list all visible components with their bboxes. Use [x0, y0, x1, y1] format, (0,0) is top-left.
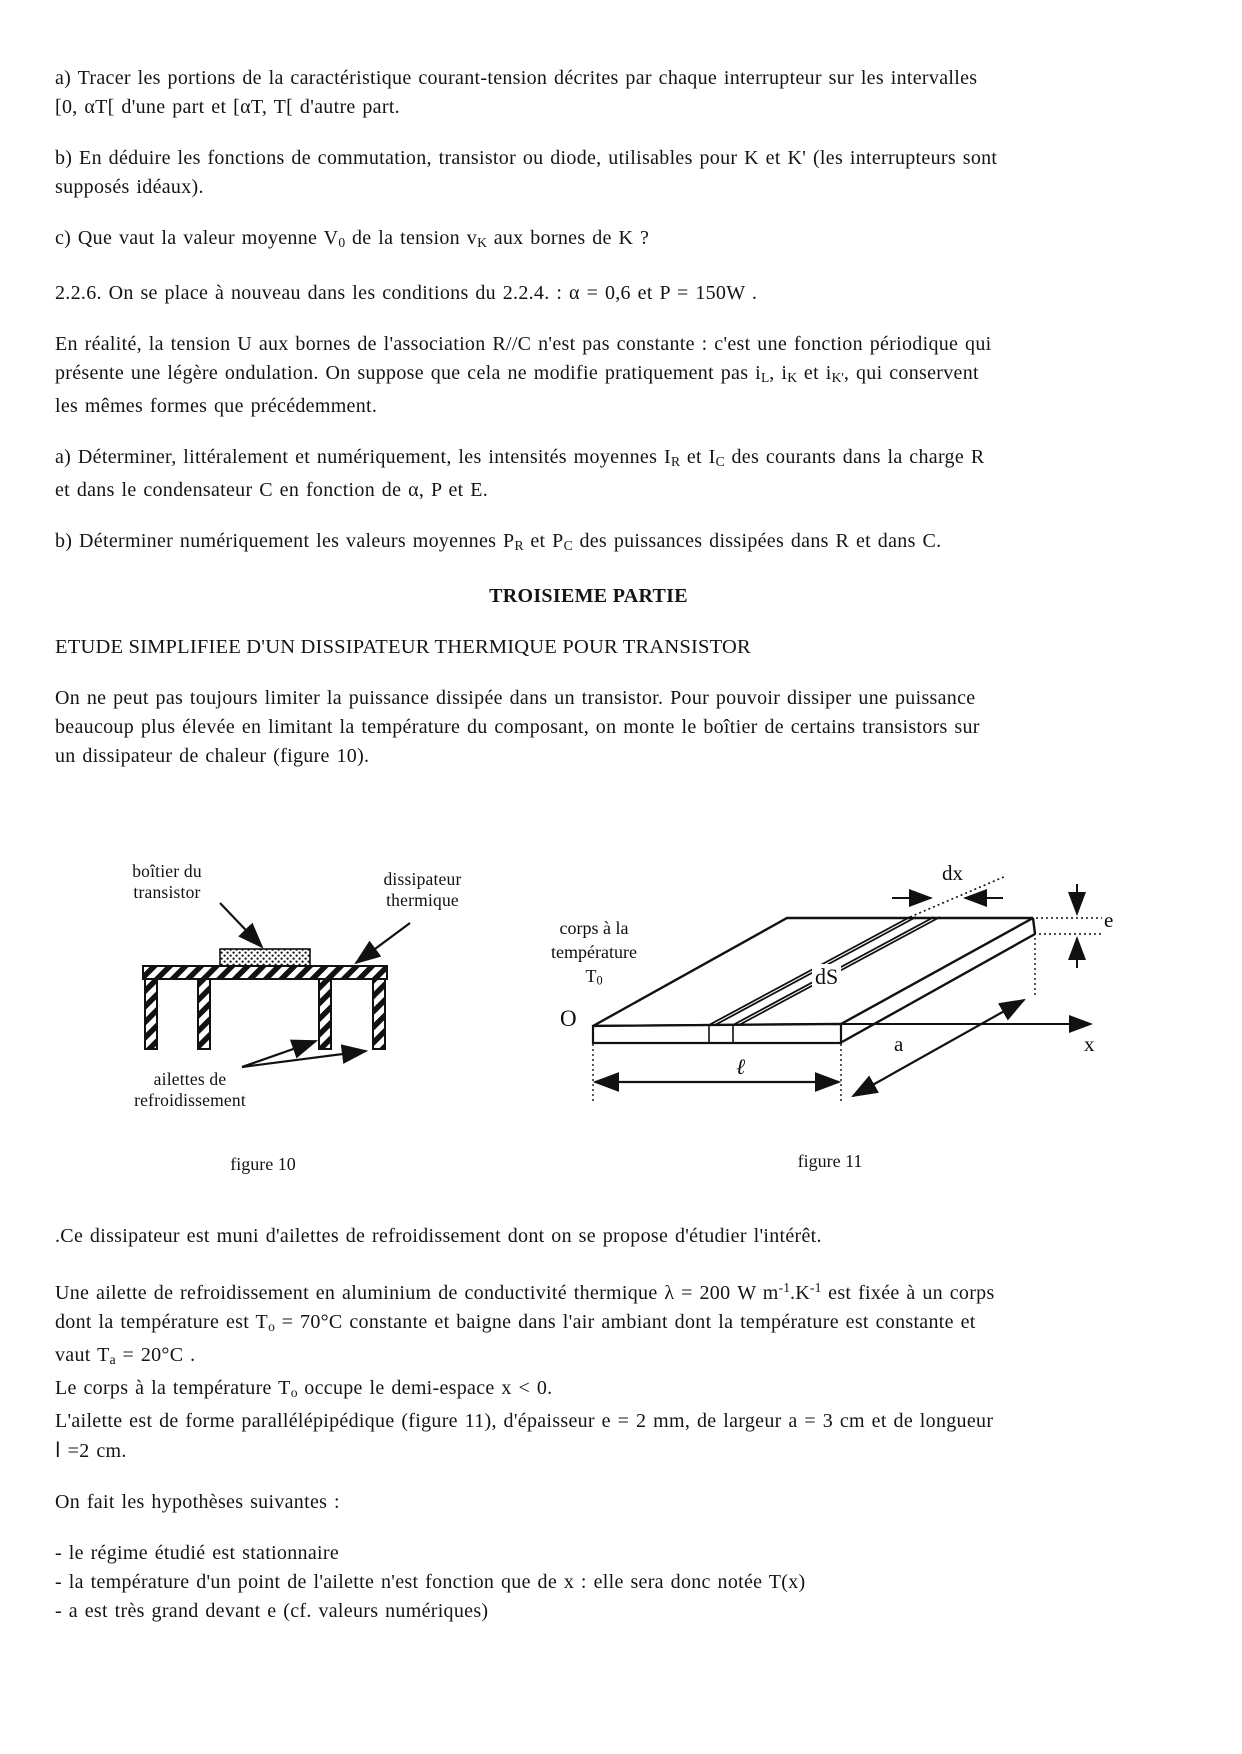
dS-label: dS [812, 964, 841, 990]
fins-pointer-arrow [242, 1051, 366, 1067]
a-arrow [853, 1000, 1024, 1096]
figure-11 [490, 836, 1190, 1126]
hypothesis-item: - le régime étudié est stationnaire [55, 1541, 340, 1564]
x-axis-label: x [1084, 1031, 1095, 1056]
hypothesis-item: - a est très grand devant e (cf. valeurs numériques) [55, 1599, 489, 1622]
question-det-b: b) Déterminer numériquement les valeurs moyennes $P_R$ et $P_C$ des puissances dissipées dans R et dans C. [55, 529, 942, 553]
dx-label: dx [942, 860, 963, 885]
paragraph-longueur: l =2 cm. [55, 1437, 127, 1462]
fin-rect [198, 979, 210, 1049]
paragraph-ailette: Une ailette de refroidissement en aluminium de conductivité thermique λ = 200 W $m^{-1}.K^{-1}$ est fixée à un corps dont la température est $T_o = 70^\circ C$ constante et baigne dans l'air ambiant dont la température est constante et vaut $T_a = 20^\circ C$ . [55, 1279, 995, 1367]
length-label: ℓ [736, 1053, 746, 1079]
part-heading: TROISIEME PARTIE [489, 584, 688, 607]
body-temperature-label: corps à la température $T_0$ [551, 917, 637, 988]
fin-rect [145, 979, 157, 1049]
hypothesis-item: - la température d'un point de l'ailette n'est fonction que de x : elle sera donc notée T(x) [55, 1570, 806, 1593]
section-heading: ETUDE SIMPLIFIEE D'UN DISSIPATEUR THERMIQUE POUR TRANSISTOR [55, 635, 751, 658]
origin-label: O [560, 1005, 577, 1031]
sink-pointer-arrow [356, 923, 410, 963]
transistor-case-rect [220, 949, 310, 967]
paragraph-hypotheses: On fait les hypothèses suivantes : [55, 1490, 340, 1513]
fin-rect [373, 979, 385, 1049]
section-2-2-6: 2.2.6. On se place à nouveau dans les conditions du 2.2.4. : α = 0,6 et P = 150W . [55, 281, 758, 304]
width-label: a [894, 1031, 904, 1056]
question-a: a) Tracer les portions de la caractéristique courant-tension décrites par chaque interrupteur sur les intervalles [0, αT[ d'une part et [αT, T[ d'autre part. [55, 67, 978, 118]
paragraph-ce-dissipateur: .Ce dissipateur est muni d'ailettes de refroidissement dont on se propose d'étudier l'intérêt. [55, 1224, 822, 1247]
case-pointer-arrow [220, 903, 262, 947]
fin-rect [319, 979, 331, 1049]
heatsink-plate-rect [143, 966, 387, 979]
paragraph-realite: En réalité, la tension U aux bornes de l'association R//C n'est pas constante : c'est une fonction périodique qui présente une légère ondulation. On suppose que cela ne modifie pratiquement pas $i_L$, $i_K$ et $i_{K'}$, qui conservent les mêmes formes que précédemment. [55, 332, 992, 417]
fins-label: ailettes de refroidissement [134, 1068, 246, 1110]
figure-10 [100, 861, 480, 1121]
figures-row [55, 793, 1192, 1200]
question-c: c) Que vaut la valeur moyenne $V_0$ de la tension $v_K$ aux bornes de K ? [55, 227, 650, 250]
figure-10-caption: figure 10 [230, 1153, 296, 1174]
thickness-label: e [1104, 907, 1114, 932]
question-b: b) En déduire les fonctions de commutation, transistor ou diode, utilisables pour K et K' (les interrupteurs sont supposés idéaux). [55, 147, 998, 198]
slab-front-face [593, 1024, 841, 1043]
transistor-case-label: boîtier du transistor [132, 860, 202, 902]
figure-11-caption: figure 11 [797, 1150, 863, 1171]
heatsink-label: dissipateur thermique [383, 868, 462, 910]
question-det-a: a) Déterminer, littéralement et numériquement, les intensités moyennes $I_R$ et $I_C$ des courants dans la charge R et dans le condensateur C en fonction de α, P et E. [55, 445, 985, 501]
paragraph-intro-dissipateur: On ne peut pas toujours limiter la puissance dissipée dans un transistor. Pour pouvoir dissiper une puissance beaucoup plus élevée en limitant la température du composant, on monte le boîtier de certains transistors sur un dissipateur de chaleur (figure 10). [55, 686, 980, 767]
paragraph-forme: L'ailette est de forme parallélépipédique (figure 11), d'épaisseur e = 2 mm, de largeur a = 3 cm et de longueur [55, 1409, 994, 1432]
paragraph-corps: Le corps à la température $T_o$ occupe le demi-espace x < 0. [55, 1376, 553, 1400]
